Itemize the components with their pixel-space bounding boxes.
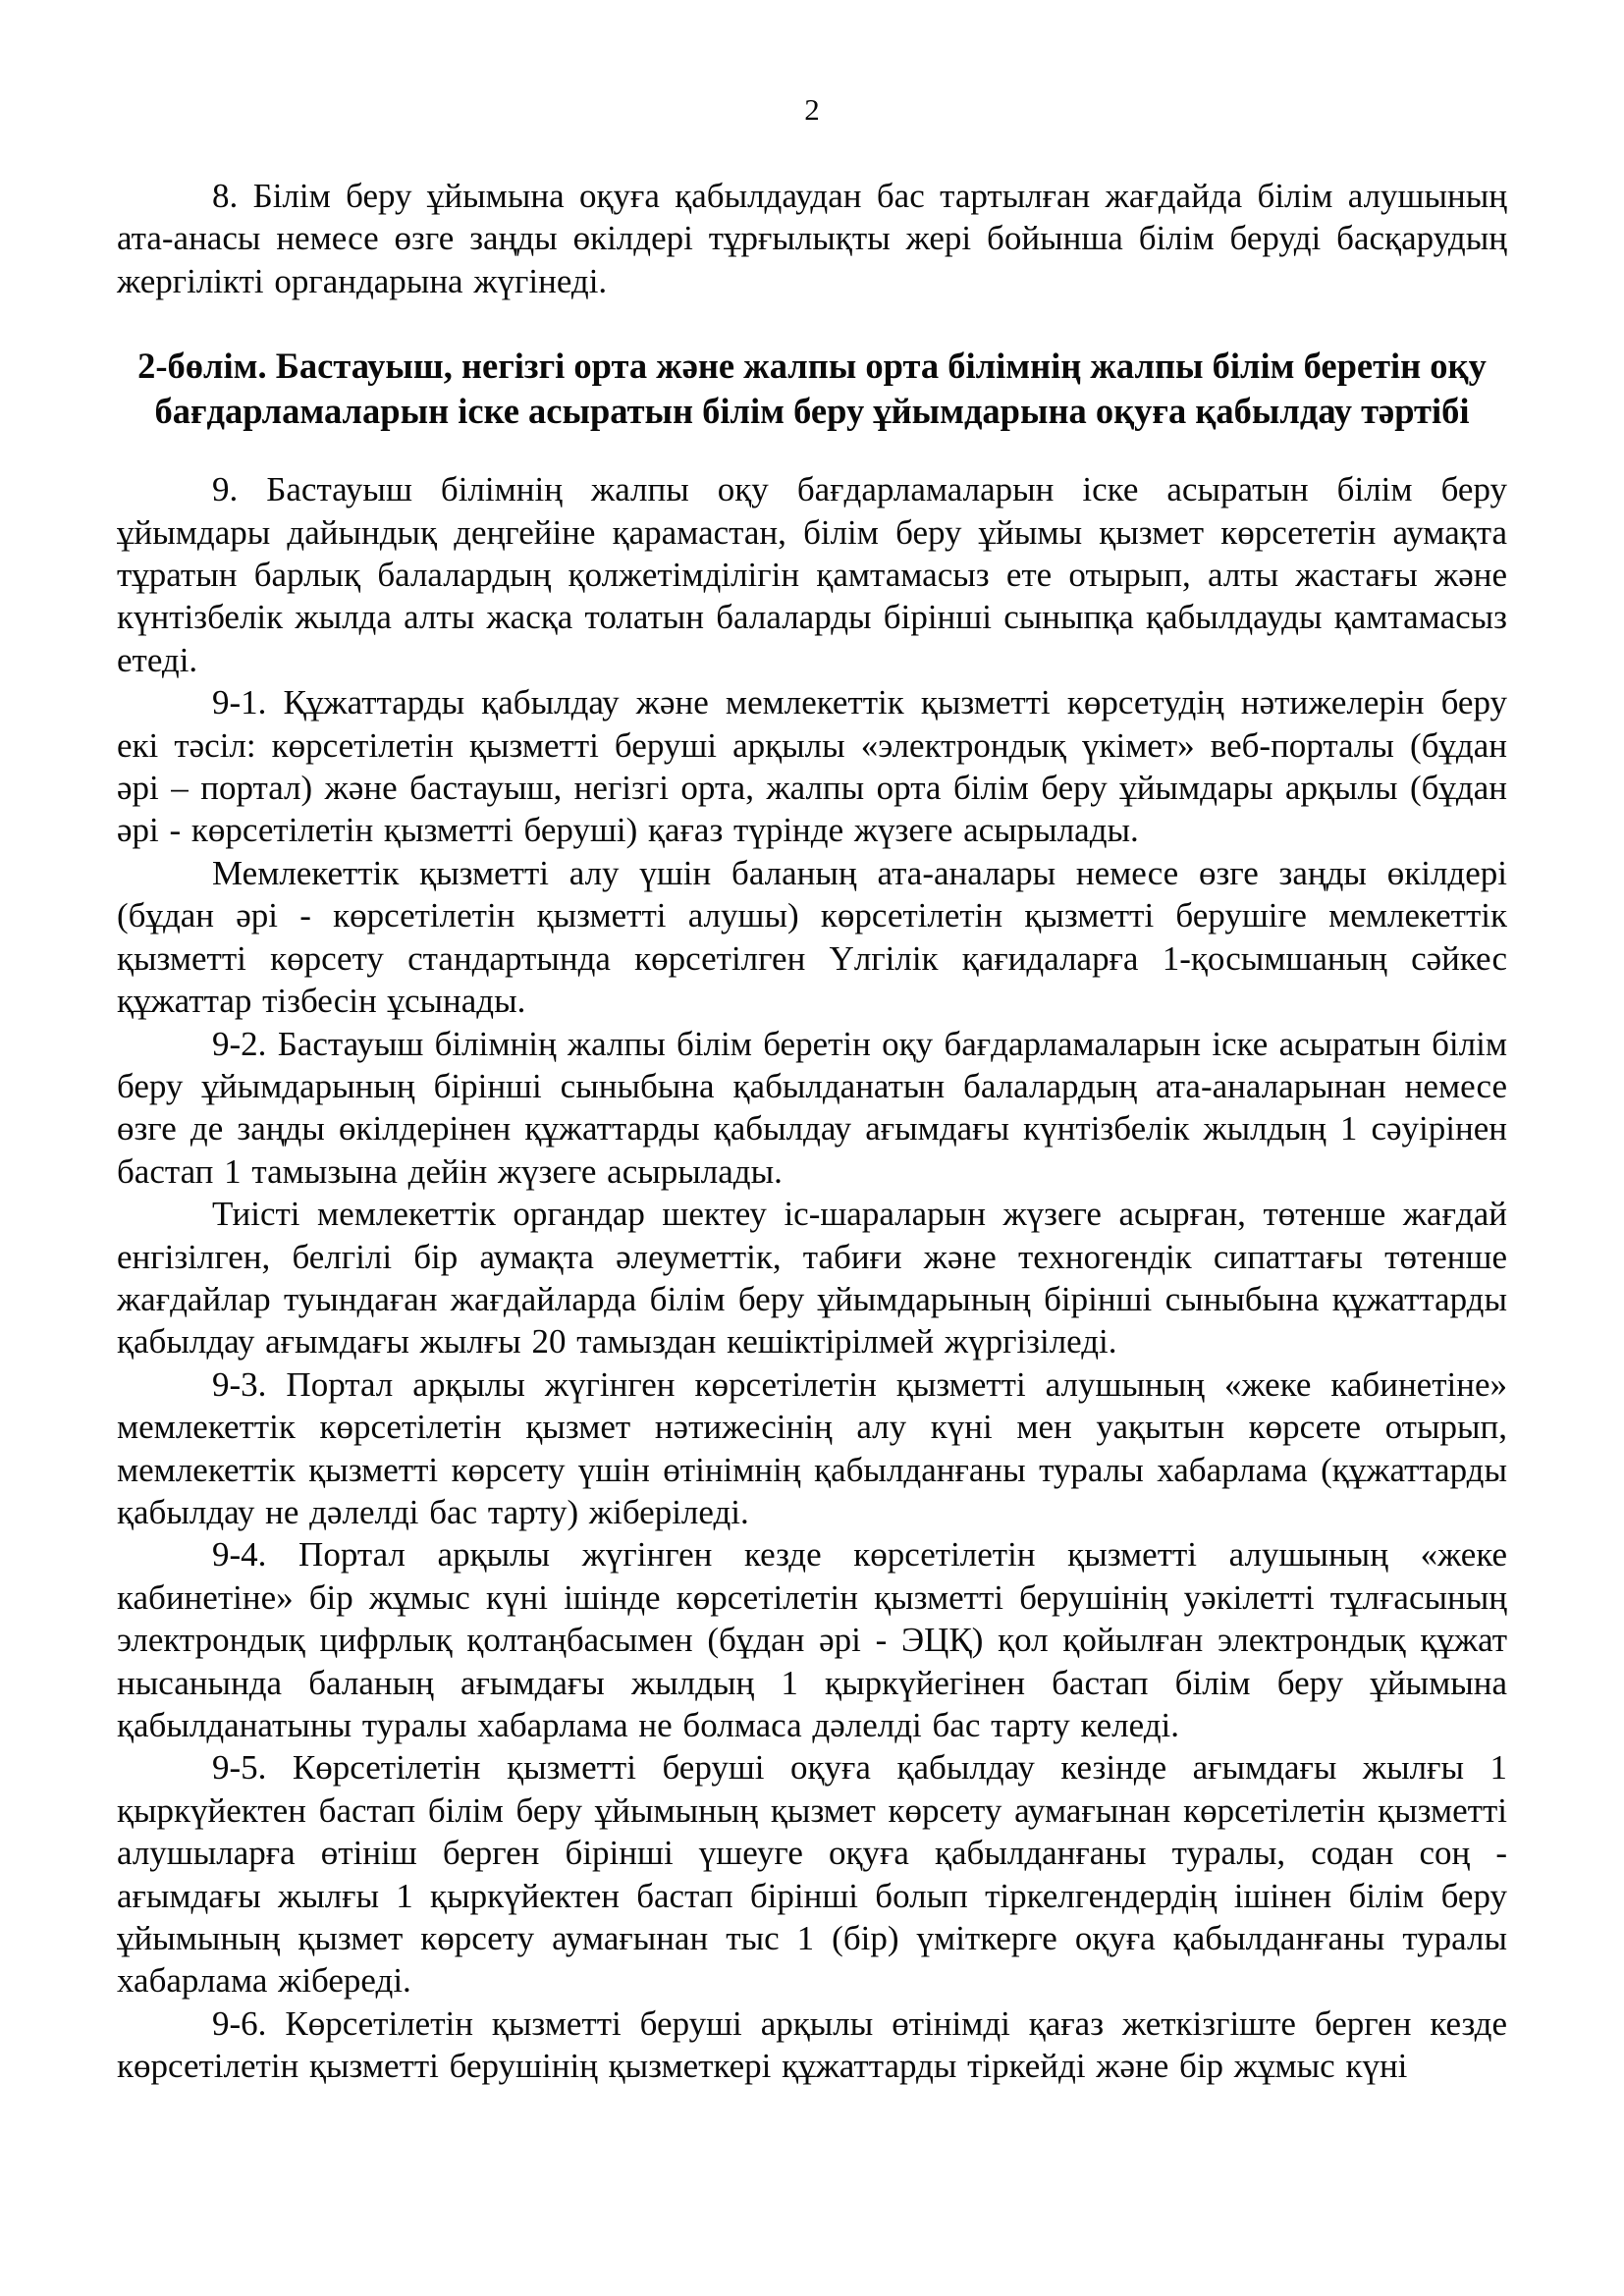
paragraph-9-2: 9-2. Бастауыш білімнің жалпы білім беретін оқу бағдарламаларын іске асыратын білім беру ұйымдарының бірінші сыныбына қабылданатын балалардың ата-аналарынан немесе өзге де заңды өкілдерінен құжаттарды қабылдау ағымдағы күнтізбелік жылдың 1 сәуірінен бастап 1 тамызына дейін жүзеге асырылады. <box>117 1024 1507 1191</box>
paragraph-9-1: 9-1. Құжаттарды қабылдау және мемлекеттік қызметті көрсетудің нәтижелерін беру екі тәсіл: көрсетілетін қызметті беруші арқылы «электрондық үкімет» веб-порталы (бұдан әрі – портал) және бастауыш, негізгі орта, жалпы орта білім беру ұйымдары арқылы (бұдан әрі - көрсетілетін қызметті беруші) қағаз түрінде жүзеге асырылады. <box>117 683 1507 850</box>
section-2-heading: 2-бөлім. Бастауыш, негізгі орта және жалпы орта білімнің жалпы білім беретін оқу бағдарламаларын іске асыратын білім беру ұйымдарына оқуға қабылдау тәртібі <box>137 346 1487 431</box>
paragraph-9-5: 9-5. Көрсетілетін қызметті беруші оқуға қабылдау кезінде ағымдағы жылғы 1 қыркүйектен бастап білім беру ұйымының қызмет көрсету аумағынан көрсетілетін қызметті алушыларға өтініш берген бірінші үшеуге оқуға қабылданғаны туралы, содан соң - ағымдағы жылғы 1 қыркүйектен бастап бірінші болып тіркелгендердің ішінен білім беру ұйымының қызмет көрсету аумағынан тыс 1 (бір) үміткерге оқуға қабылданғаны туралы хабарлама жібереді. <box>117 1748 1507 2001</box>
paragraph-emergency-deadline: Тиісті мемлекеттік органдар шектеу іс-шараларын жүзеге асырған, төтенше жағдай енгізілген, белгілі бір аумақта әлеуметтік, табиғи және техногендік сипаттағы төтенше жағдайлар туындаған жағдайларда білім беру ұйымдарының бірінші сыныбына құжаттарды қабылдау ағымдағы жылғы 20 тамыздан кешіктірілмей жүргізіледі. <box>117 1195 1507 1362</box>
paragraph-state-service-documents: Мемлекеттік қызметті алу үшін баланың ата-аналары немесе өзге заңды өкілдері (бұдан әрі - көрсетілетін қызметті алушы) көрсетілетін қызметті берушіге мемлекеттік қызметті көрсету стандартында көрсетілген Үлгілік қағидаларға 1-қосымшаның сәйкес құжаттар тізбесін ұсынады. <box>117 853 1507 1021</box>
paragraph-9-4: 9-4. Портал арқылы жүгінген кезде көрсетілетін қызметті алушының «жеке кабинетіне» бір жұмыс күні ішінде көрсетілетін қызметті берушінің уәкілетті тұлғасының электрондық цифрлық қолтаңбасымен (бұдан әрі - ЭЦҚ) қол қойылған электрондық құжат нысанында баланың ағымдағы жылдың 1 қыркүйегінен бастап білім беру ұйымына қабылданатыны туралы хабарлама не болмаса дәлелді бас тарту келеді. <box>117 1535 1507 1744</box>
paragraph-9-6: 9-6. Көрсетілетін қызметті беруші арқылы өтінімді қағаз жеткізгіште берген кезде көрсетілетін қызметті берушінің қызметкері құжаттарды тіркейді және бір жұмыс күні <box>117 2003 1507 2086</box>
page-number: 2 <box>804 92 820 127</box>
document-body <box>117 175 1507 2088</box>
paragraph-8: 8. Білім беру ұйымына оқуға қабылдаудан бас тартылған жағдайда білім алушының ата-анасы немесе өзге заңды өкілдері тұрғылықты жері бойынша білім беруді басқарудың жергілікті органдарына жүгінеді. <box>117 177 1507 300</box>
paragraph-9-3: 9-3. Портал арқылы жүгінген көрсетілетін қызметті алушының «жеке кабинетіне» мемлекеттік көрсетілетін қызмет нәтижесінің алу күні мен уақытын көрсете отырып, мемлекеттік қызметті көрсету үшін өтінімнің қабылданғаны туралы хабарлама (құжаттарды қабылдау не дәлелді бас тарту) жіберіледі. <box>117 1364 1507 1531</box>
paragraph-9: 9. Бастауыш білімнің жалпы оқу бағдарламаларын іске асыратын білім беру ұйымдары дайындық деңгейіне қарамастан, білім беру ұйымы қызмет көрсететін аумақта тұратын барлық балалардың қолжетімділігін қамтамасыз ете отырып, алты жастағы және күнтізбелік жылда алты жасқа толатын балаларды бірінші сыныпқа қабылдауды қамтамасыз етеді. <box>117 470 1507 679</box>
